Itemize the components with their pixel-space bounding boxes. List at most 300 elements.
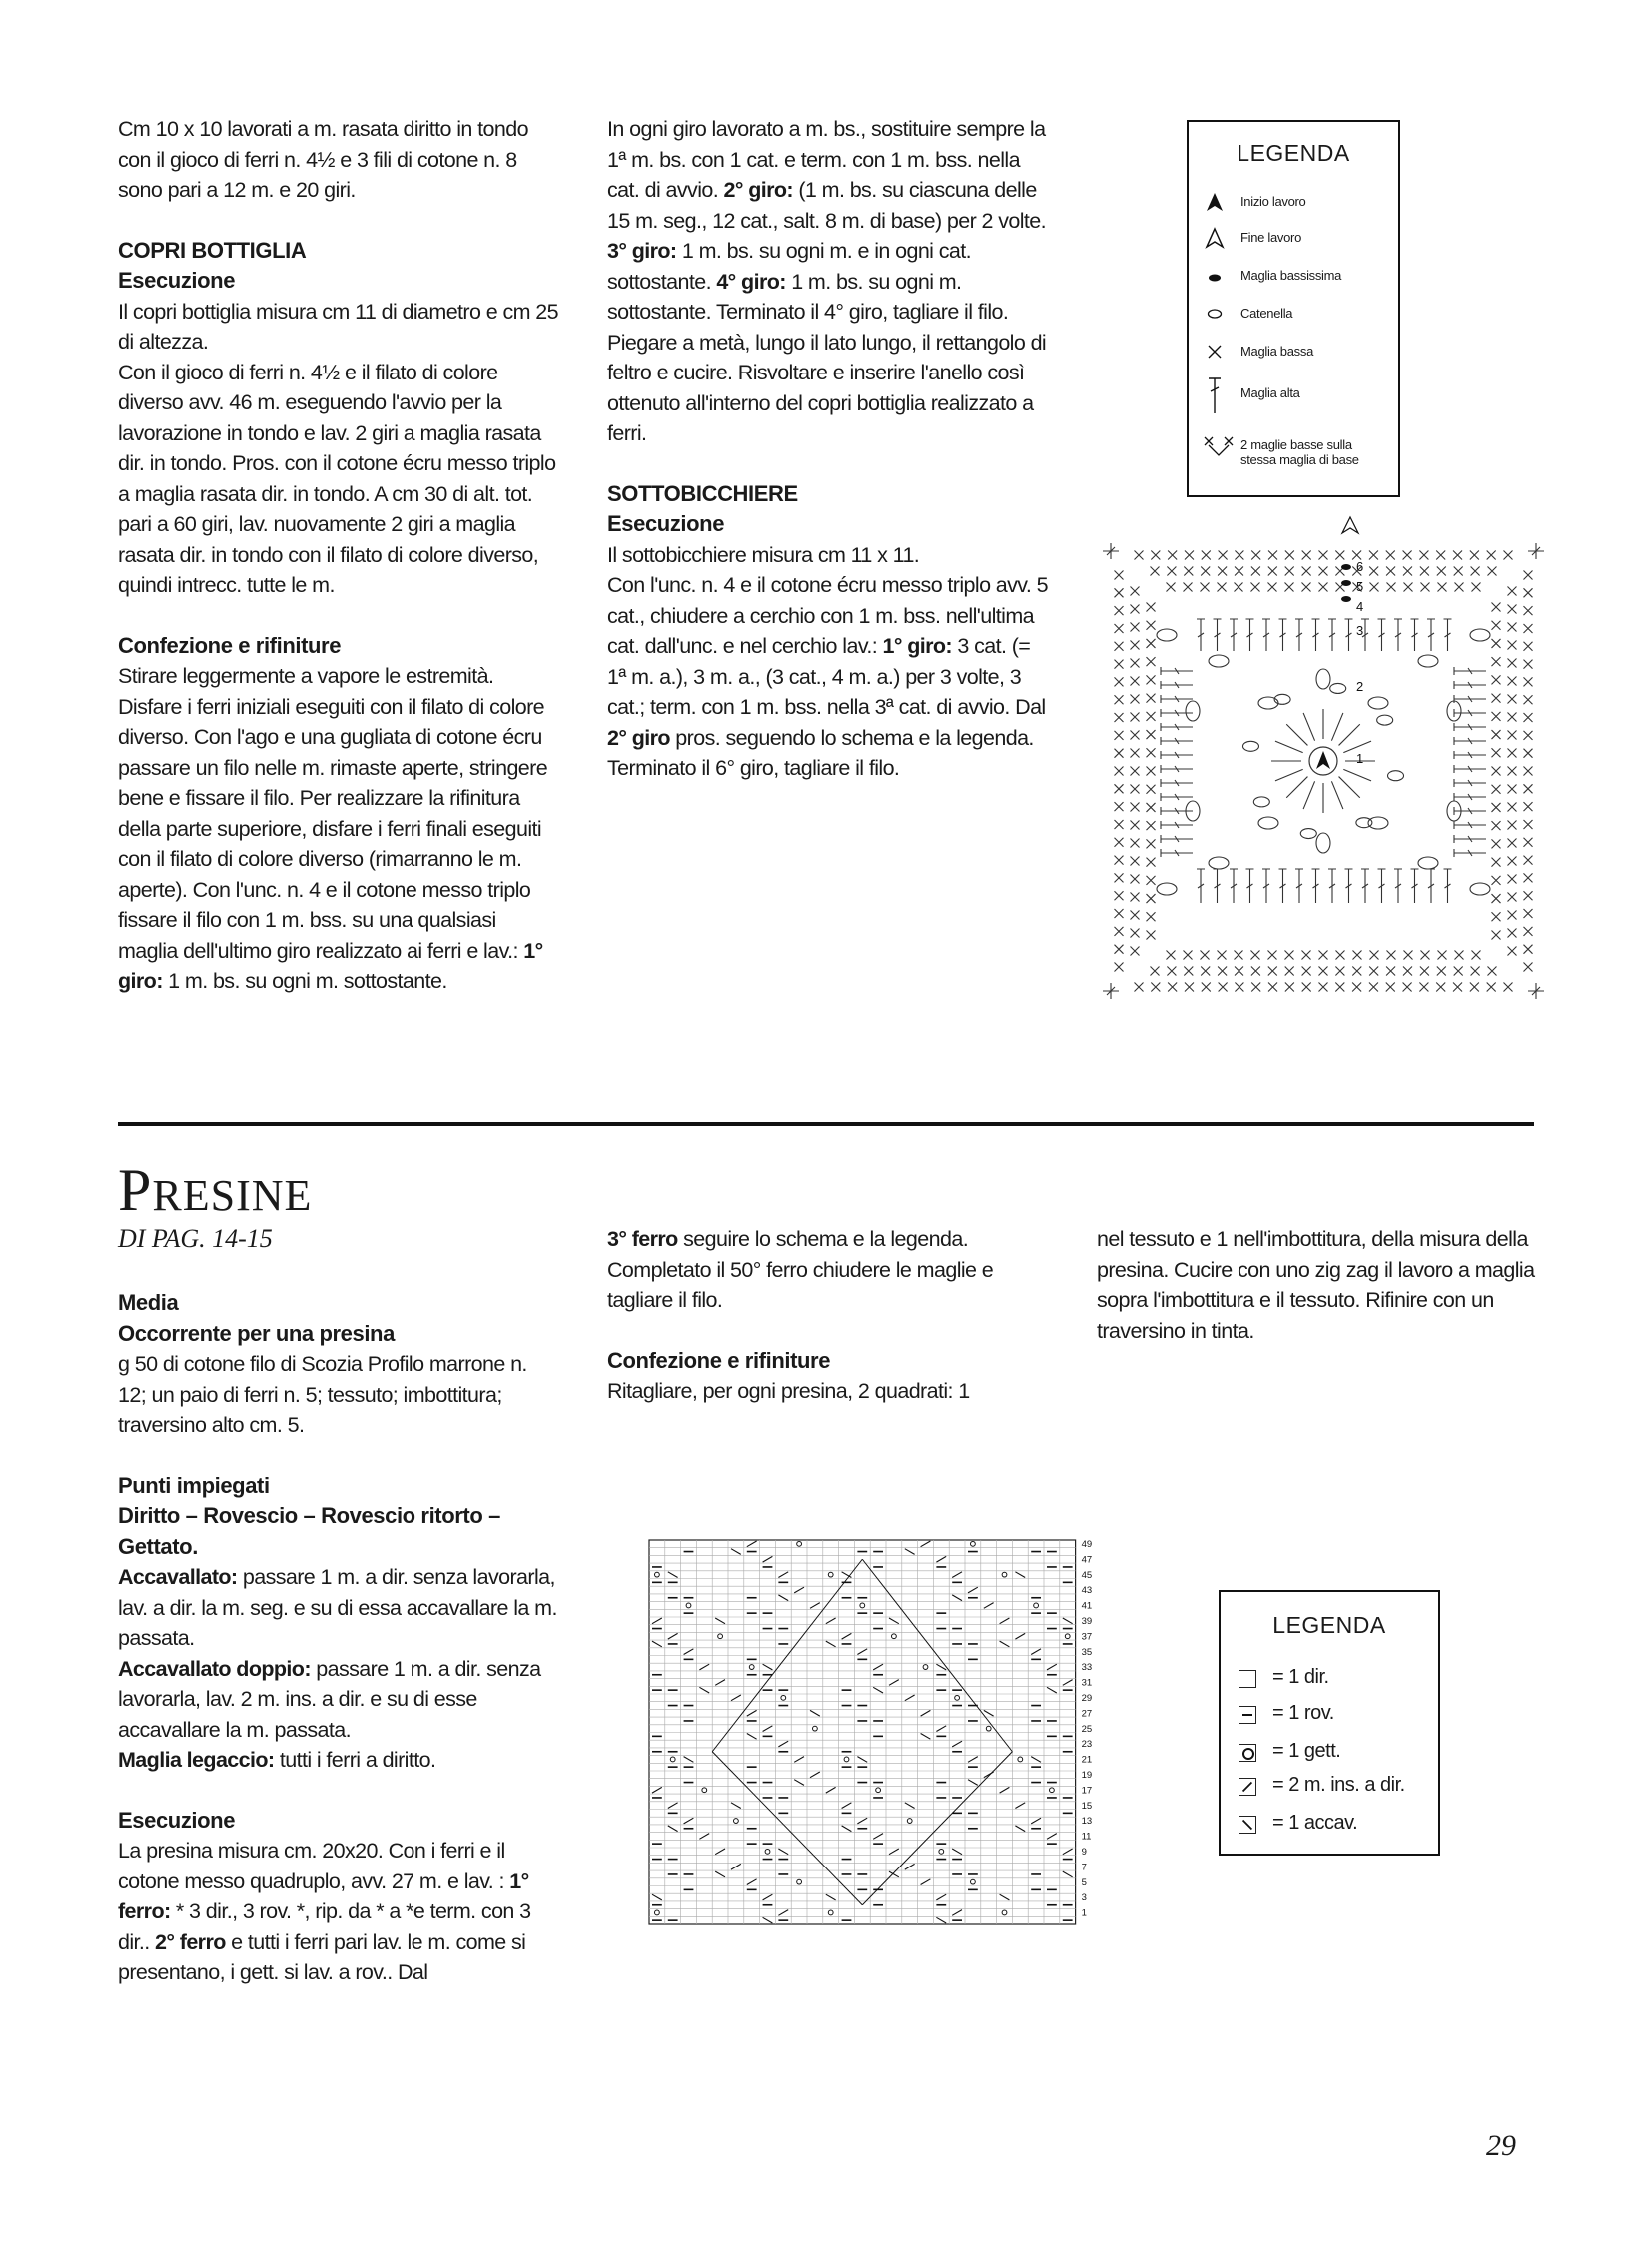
sc-stitch xyxy=(1508,713,1517,722)
row-number: 23 xyxy=(1081,1739,1093,1751)
sc-stitch xyxy=(1504,551,1513,560)
row-number: 37 xyxy=(1081,1631,1093,1643)
sc-stitch xyxy=(1453,983,1462,992)
sc-stitch xyxy=(1147,894,1156,903)
paragraph: 3° ferro seguire lo schema e la legenda. Completato il 50° ferro chiudere le maglie e tagliare il filo. xyxy=(607,1227,994,1312)
round-label: 5 xyxy=(1356,579,1364,594)
dc-stitch xyxy=(1454,723,1486,731)
sc-stitch xyxy=(1508,803,1517,812)
paragraph: Il copri bottiglia misura cm 11 di diametro e cm 25 di altezza. xyxy=(118,299,558,354)
subheading-confezione: Confezione e rifiniture xyxy=(607,1347,831,1373)
sc-stitch xyxy=(1201,583,1210,592)
sc-stitch xyxy=(1268,967,1277,976)
column-3 xyxy=(118,1288,559,1988)
sc-stitch xyxy=(1131,857,1140,866)
chain-stitch xyxy=(1368,817,1388,829)
sc-stitch xyxy=(1184,567,1193,576)
sc-stitch xyxy=(1403,983,1412,992)
coaster-crochet-chart xyxy=(1089,511,1558,1011)
sc-stitch xyxy=(1471,567,1480,576)
sc-stitch xyxy=(1453,551,1462,560)
chain-stitch xyxy=(1356,818,1372,828)
sc-stitch xyxy=(1524,802,1533,811)
sc-stitch xyxy=(1438,951,1447,960)
sc-stitch xyxy=(1438,583,1447,592)
sc-stitch xyxy=(1168,983,1177,992)
sc-stitch xyxy=(1168,551,1177,560)
dc-stitch xyxy=(1230,619,1238,651)
sc-stitch xyxy=(1115,767,1124,776)
dc-stitch xyxy=(1328,869,1336,903)
dc-stitch xyxy=(1161,765,1193,773)
sc-stitch xyxy=(1147,712,1156,721)
page-number: 29 xyxy=(1486,2129,1516,2162)
sc-stitch xyxy=(1167,567,1176,576)
sc-stitch xyxy=(1115,909,1124,918)
row-number: 35 xyxy=(1081,1646,1093,1658)
dc-stitch xyxy=(1262,869,1270,903)
sc-stitch xyxy=(1185,983,1194,992)
sc-stitch xyxy=(1508,893,1517,902)
dc-stitch xyxy=(1161,751,1193,759)
sc-stitch xyxy=(1218,967,1227,976)
sc-stitch xyxy=(1524,624,1533,633)
sc-stitch xyxy=(1201,951,1210,960)
dc-stitch xyxy=(1246,619,1254,651)
dc-stitch xyxy=(1303,713,1314,741)
sc-stitch xyxy=(1319,567,1328,576)
crochet-legend: LEGENDA Inizio lavoro Fine lavoro Maglia bassissima Catenella Maglia bassa Maglia alta 2 maglie basse sulla stessa maglia di base xyxy=(1187,120,1400,497)
corner-cluster xyxy=(1528,983,1544,999)
sc-stitch xyxy=(1508,875,1517,884)
sc-stitch xyxy=(1218,583,1227,592)
sc-stitch xyxy=(1437,567,1446,576)
sc-stitch xyxy=(1184,583,1193,592)
sc-stitch xyxy=(1268,951,1277,960)
column-5 xyxy=(1097,1224,1542,1346)
dc-stitch xyxy=(1454,835,1486,843)
paragraph: Accavallato: passare 1 m. a dir. senza lavorarla, lav. a dir. la m. seg. e su di essa accavallare la m. passata. xyxy=(118,1565,557,1650)
dc-stitch xyxy=(1378,869,1386,903)
sc-stitch xyxy=(1524,642,1533,651)
dc-stitch xyxy=(1345,619,1353,651)
row-number: 25 xyxy=(1081,1723,1093,1735)
sc-stitch xyxy=(1251,967,1260,976)
sc-stitch xyxy=(1369,983,1378,992)
section-divider xyxy=(118,1122,1534,1126)
sc-stitch xyxy=(1492,839,1501,848)
sc-stitch xyxy=(1235,951,1243,960)
dc-stitch xyxy=(1161,849,1193,857)
sc-stitch xyxy=(1524,820,1533,829)
sc-stitch xyxy=(1492,675,1501,684)
subheading-esecuzione: Esecuzione xyxy=(118,268,236,293)
dc-stitch xyxy=(1312,869,1320,903)
sc-stitch xyxy=(1492,603,1501,612)
sc-stitch xyxy=(1235,551,1243,560)
sc-stitch xyxy=(1268,551,1277,560)
sc-stitch xyxy=(1115,695,1124,704)
sc-stitch xyxy=(1454,567,1463,576)
section-title: PRESINE xyxy=(118,1157,313,1223)
chain-stitch xyxy=(1316,669,1330,689)
dc-stitch xyxy=(1454,681,1486,689)
sc-stitch xyxy=(1115,713,1124,722)
dc-stitch xyxy=(1197,619,1205,651)
dc-stitch xyxy=(1394,619,1402,651)
sc-stitch xyxy=(1454,967,1463,976)
chain-stitch xyxy=(1242,741,1258,751)
gauge-paragraph: Cm 10 x 10 lavorati a m. rasata diritto in tondo con il gioco di ferri n. 4½ e 3 fili di cotone n. 8 sono pari a 12 m. e 20 giri. xyxy=(118,117,528,202)
dc-stitch xyxy=(1394,869,1402,903)
sc-stitch xyxy=(1403,967,1412,976)
sc-stitch xyxy=(1285,567,1294,576)
sc-stitch xyxy=(1524,660,1533,669)
sc-stitch xyxy=(1492,621,1501,630)
sc-stitch xyxy=(1386,551,1395,560)
sc-stitch xyxy=(1470,983,1479,992)
sc-stitch xyxy=(1131,821,1140,830)
sc-stitch xyxy=(1419,551,1428,560)
sc-stitch xyxy=(1319,583,1328,592)
sc-stitch xyxy=(1420,567,1429,576)
sc-stitch xyxy=(1508,839,1517,848)
sc-stitch xyxy=(1251,567,1260,576)
chain-stitch xyxy=(1157,883,1177,895)
sc-stitch xyxy=(1147,748,1156,757)
sc-stitch xyxy=(1135,551,1144,560)
sc-stitch xyxy=(1492,858,1501,867)
sc-stitch xyxy=(1115,856,1124,865)
row-number: 13 xyxy=(1081,1816,1093,1828)
sc-stitch xyxy=(1492,730,1501,739)
chain-stitch xyxy=(1388,771,1404,781)
sc-stitch xyxy=(1285,951,1294,960)
sc-stitch xyxy=(1524,873,1533,882)
slip-stitch xyxy=(1341,596,1351,602)
corner-cluster xyxy=(1528,543,1544,559)
row-number: 15 xyxy=(1081,1800,1093,1812)
dc-stitch xyxy=(1454,765,1486,773)
sc-stitch xyxy=(1268,983,1277,992)
row-number: 11 xyxy=(1081,1831,1092,1843)
sc-stitch xyxy=(1235,983,1243,992)
sc-stitch xyxy=(1508,857,1517,866)
round-label: 6 xyxy=(1356,559,1364,574)
sc-stitch xyxy=(1251,983,1260,992)
sc-stitch xyxy=(1335,551,1344,560)
sc-stitch xyxy=(1370,951,1379,960)
chain-stitch xyxy=(1418,857,1438,869)
row-number: 5 xyxy=(1081,1876,1087,1888)
paragraph: Stirare leggermente a vapore le estremità. Disfare i ferri iniziali eseguiti con il filato di colore diverso. Con l'ago e una gugliata di cotone écru passare un filo nelle m. rimaste aperte, stringere bene e fissare il filo. Per realizzare la rifinitura della parte superiore, disfare i ferri finali eseguiti con il filato di colore diverso (rimarranno le m. aperte). Con l'unc. n. 4 e il cotone messo triplo fissare il filo con 1 m. bss. su una qualsiasi maglia dell'ultimo giro realizzato ai ferri e lav.: 1° giro: 1 m. bs. su ogni m. sottostante. xyxy=(118,664,548,993)
sc-stitch xyxy=(1492,912,1501,921)
sc-stitch xyxy=(1524,784,1533,793)
row-number: 45 xyxy=(1081,1569,1093,1581)
dc-stitch xyxy=(1295,619,1303,651)
knit-legend: LEGENDA = 1 dir. = 1 rov. = 1 gett. = 2 m. ins. a dir. = 1 accav. xyxy=(1219,1590,1440,1856)
chain-stitch xyxy=(1186,701,1200,721)
sc-stitch xyxy=(1524,571,1533,580)
sc-stitch xyxy=(1302,551,1311,560)
row-number: 1 xyxy=(1081,1907,1087,1919)
round-label: 1 xyxy=(1356,751,1364,766)
sc-stitch xyxy=(1135,983,1144,992)
sc-stitch xyxy=(1508,623,1517,632)
paragraph: Ritagliare, per ogni presina, 2 quadrati: 1 xyxy=(607,1379,970,1403)
dc-stitch xyxy=(1331,713,1342,741)
sc-stitch xyxy=(1335,983,1344,992)
dc-stitch xyxy=(1454,709,1486,717)
sc-stitch xyxy=(1508,947,1517,956)
column-4 xyxy=(607,1224,1049,1407)
sc-stitch xyxy=(1436,551,1445,560)
end-arrow xyxy=(1342,517,1358,533)
dc-stitch xyxy=(1286,724,1307,745)
yarn-over-square-icon xyxy=(1239,1744,1256,1762)
sc-stitch xyxy=(1492,639,1501,648)
paragraph: Con l'unc. n. 4 e il cotone écru messo triplo avv. 5 cat., chiudere a cerchio con 1 m. bss. nell'ultima cat. dall'unc. e nel cerchio lav.: 1° giro: 3 cat. (= 1ª m. a.), 3 m. a., (3 cat., 4 m. a.) per 3 volte, 3 cat.; term. con 1 m. bss. nella 3ª cat. di avvio. Dal 2° giro pros. seguendo lo schema e la legenda. Terminato il 6° giro, tagliare il filo. xyxy=(607,573,1048,780)
sc-stitch xyxy=(1508,605,1517,614)
sc-stitch xyxy=(1147,730,1156,739)
sc-stitch xyxy=(1184,967,1193,976)
sc-stitch xyxy=(1115,891,1124,900)
sc-stitch xyxy=(1131,695,1140,704)
sc-stitch xyxy=(1504,983,1513,992)
sc-stitch xyxy=(1285,983,1294,992)
dc-stitch xyxy=(1161,709,1193,717)
sc-stitch xyxy=(1131,929,1140,938)
ssk-square-icon xyxy=(1239,1816,1256,1834)
dc-stitch xyxy=(1214,619,1222,651)
dc-stitch xyxy=(1411,619,1419,651)
dc-stitch xyxy=(1161,695,1193,703)
dc-stitch xyxy=(1161,779,1193,787)
paragraph: Con il gioco di ferri n. 4½ e il filato di colore diverso avv. 46 m. eseguendo l'avvio per la lavorazione in tondo e lav. 2 giri a maglia rasata dir. in tondo. Pros. con il cotone écru messo triplo a maglia rasata dir. in tondo. A cm 30 di alt. tot. pari a 60 giri, lav. nuovamente 2 giri a maglia rasata dir. in tondo con il filato di colore diverso, quindi intrecc. tutte le m. xyxy=(118,360,556,597)
sc-stitch xyxy=(1131,623,1140,632)
sc-stitch xyxy=(1302,583,1311,592)
sc-stitch xyxy=(1115,873,1124,882)
single-crochet-icon xyxy=(1203,340,1227,364)
knit-square-icon xyxy=(1239,1670,1256,1688)
sc-stitch xyxy=(1235,967,1243,976)
sc-stitch xyxy=(1131,587,1140,596)
sc-stitch xyxy=(1115,660,1124,669)
dc-stitch xyxy=(1246,869,1254,903)
dc-stitch xyxy=(1161,821,1193,829)
chain-stitch xyxy=(1209,857,1229,869)
sc-stitch xyxy=(1302,567,1311,576)
sc-stitch xyxy=(1147,767,1156,776)
dc-stitch xyxy=(1161,723,1193,731)
row-number: 31 xyxy=(1081,1677,1093,1689)
sc-stitch xyxy=(1369,567,1378,576)
sc-stitch xyxy=(1403,567,1412,576)
sc-stitch xyxy=(1508,821,1517,830)
subheading-occorrente: Occorrente per una presina xyxy=(118,1320,395,1346)
row-number: 7 xyxy=(1081,1862,1087,1873)
sc-stitch xyxy=(1404,951,1413,960)
dc-stitch xyxy=(1444,619,1452,651)
sc-stitch xyxy=(1492,803,1501,812)
sc-stitch xyxy=(1131,875,1140,884)
sc-stitch xyxy=(1115,642,1124,651)
sc-stitch xyxy=(1167,967,1176,976)
sc-stitch xyxy=(1524,677,1533,686)
knitting-chart xyxy=(647,1538,1107,1939)
row-number: 19 xyxy=(1081,1770,1093,1781)
paragraph: La presina misura cm. 20x20. Con i ferri e il cotone messo quadruplo, avv. 27 m. e lav. : 1° ferro: * 3 dir., 3 rov. *, rip. da * a *e term. con 3 dir.. 2° ferro e tutti i ferri pari lav. le m. come si presentano, i gett. si lav. a rov.. Dal xyxy=(118,1839,531,1984)
dc-stitch xyxy=(1454,751,1486,759)
sc-stitch xyxy=(1488,567,1497,576)
sc-stitch xyxy=(1508,731,1517,740)
sc-stitch xyxy=(1492,821,1501,830)
sc-stitch xyxy=(1492,767,1501,776)
sc-stitch xyxy=(1147,821,1156,830)
row-number: 41 xyxy=(1081,1600,1093,1612)
sc-stitch xyxy=(1147,839,1156,848)
chain-stitch xyxy=(1300,829,1316,839)
subheading-esecuzione: Esecuzione xyxy=(118,1807,236,1833)
sc-stitch xyxy=(1147,603,1156,612)
slip-stitch xyxy=(1341,564,1351,570)
sc-stitch xyxy=(1436,983,1445,992)
row-number: 47 xyxy=(1081,1554,1093,1566)
dc-stitch xyxy=(1161,737,1193,745)
dc-stitch xyxy=(1454,695,1486,703)
sc-stitch xyxy=(1115,820,1124,829)
paragraph: Il sottobicchiere misura cm 11 x 11. xyxy=(607,542,920,567)
sc-stitch xyxy=(1508,929,1517,938)
dc-stitch xyxy=(1197,869,1205,903)
chain-stitch xyxy=(1258,817,1278,829)
sc-stitch xyxy=(1420,967,1429,976)
sc-stitch xyxy=(1219,551,1228,560)
sc-stitch xyxy=(1131,713,1140,722)
section-heading-copri-bottiglia: COPRI BOTTIGLIA xyxy=(118,237,307,263)
sc-stitch xyxy=(1492,694,1501,703)
sc-stitch xyxy=(1369,551,1378,560)
sc-stitch xyxy=(1251,583,1260,592)
paragraph: g 50 di cotone filo di Scozia Profilo marrone n. 12; un paio di ferri n. 5; tessuto; imbottitura; traversino alto cm. 5. xyxy=(118,1352,527,1437)
sc-stitch xyxy=(1488,967,1497,976)
sc-stitch xyxy=(1235,567,1243,576)
sc-stitch xyxy=(1147,657,1156,666)
dc-stitch xyxy=(1454,849,1486,857)
sc-stitch xyxy=(1524,891,1533,900)
dc-stitch xyxy=(1454,821,1486,829)
sc-stitch xyxy=(1115,731,1124,740)
sc-stitch xyxy=(1508,767,1517,776)
sc-stitch xyxy=(1524,588,1533,597)
sc-stitch xyxy=(1455,951,1464,960)
sc-stitch xyxy=(1524,909,1533,918)
sc-stitch xyxy=(1131,749,1140,758)
sc-stitch xyxy=(1115,945,1124,954)
k2tog-square-icon xyxy=(1239,1778,1256,1796)
sc-stitch xyxy=(1352,967,1361,976)
sc-stitch xyxy=(1147,912,1156,921)
sc-stitch xyxy=(1147,694,1156,703)
sc-stitch xyxy=(1386,983,1395,992)
sc-stitch xyxy=(1352,983,1361,992)
sc-stitch xyxy=(1524,838,1533,847)
sc-stitch xyxy=(1251,951,1260,960)
dc-stitch xyxy=(1378,619,1386,651)
dc-stitch xyxy=(1279,619,1287,651)
dc-stitch xyxy=(1161,681,1193,689)
start-arrow xyxy=(1316,751,1330,769)
sc-stitch xyxy=(1508,749,1517,758)
sc-stitch xyxy=(1131,659,1140,668)
sc-stitch xyxy=(1386,967,1395,976)
sc-stitch xyxy=(1524,713,1533,722)
dc-stitch xyxy=(1303,781,1314,809)
sc-stitch xyxy=(1387,583,1396,592)
sc-stitch xyxy=(1131,641,1140,650)
sc-stitch xyxy=(1151,983,1160,992)
sc-stitch xyxy=(1151,967,1160,976)
sc-stitch xyxy=(1131,677,1140,686)
sc-stitch xyxy=(1131,911,1140,920)
sc-stitch xyxy=(1302,967,1311,976)
corner-cluster xyxy=(1103,983,1119,999)
chain-stitch xyxy=(1157,629,1177,641)
sc-stitch xyxy=(1147,675,1156,684)
subheading-confezione: Confezione e rifiniture xyxy=(118,632,342,658)
sc-stitch xyxy=(1403,551,1412,560)
sc-stitch xyxy=(1285,967,1294,976)
sc-stitch xyxy=(1370,583,1379,592)
sc-stitch xyxy=(1508,641,1517,650)
dc-stitch xyxy=(1262,619,1270,651)
sc-stitch xyxy=(1201,967,1210,976)
sc-stitch xyxy=(1492,931,1501,940)
chain-stitch xyxy=(1253,797,1269,807)
dc-stitch xyxy=(1295,869,1303,903)
sc-stitch xyxy=(1115,838,1124,847)
sc-stitch xyxy=(1131,839,1140,848)
row-number: 27 xyxy=(1081,1708,1093,1720)
row-number: 33 xyxy=(1081,1662,1093,1674)
sc-stitch xyxy=(1219,983,1228,992)
sc-stitch xyxy=(1492,785,1501,794)
sc-stitch xyxy=(1492,657,1501,666)
chain-stitch xyxy=(1470,883,1490,895)
sc-stitch xyxy=(1151,551,1160,560)
sc-stitch xyxy=(1470,551,1479,560)
sc-stitch xyxy=(1115,606,1124,615)
sc-stitch xyxy=(1184,951,1193,960)
sc-stitch xyxy=(1151,567,1160,576)
sc-stitch xyxy=(1115,624,1124,633)
sc-stitch xyxy=(1508,695,1517,704)
dc-stitch xyxy=(1343,769,1371,780)
sc-stitch xyxy=(1492,894,1501,903)
slip-stitch xyxy=(1341,580,1351,586)
sc-stitch xyxy=(1524,767,1533,776)
sc-stitch xyxy=(1524,963,1533,972)
sc-stitch xyxy=(1302,983,1311,992)
sc-stitch xyxy=(1353,951,1362,960)
sc-stitch xyxy=(1524,606,1533,615)
dc-stitch xyxy=(1361,869,1369,903)
dc-stitch xyxy=(1161,793,1193,801)
sc-stitch xyxy=(1302,951,1311,960)
paragraph: Maglia legaccio: tutti i ferri a diritto. xyxy=(118,1748,436,1772)
sc-stitch xyxy=(1115,802,1124,811)
sc-stitch xyxy=(1147,858,1156,867)
